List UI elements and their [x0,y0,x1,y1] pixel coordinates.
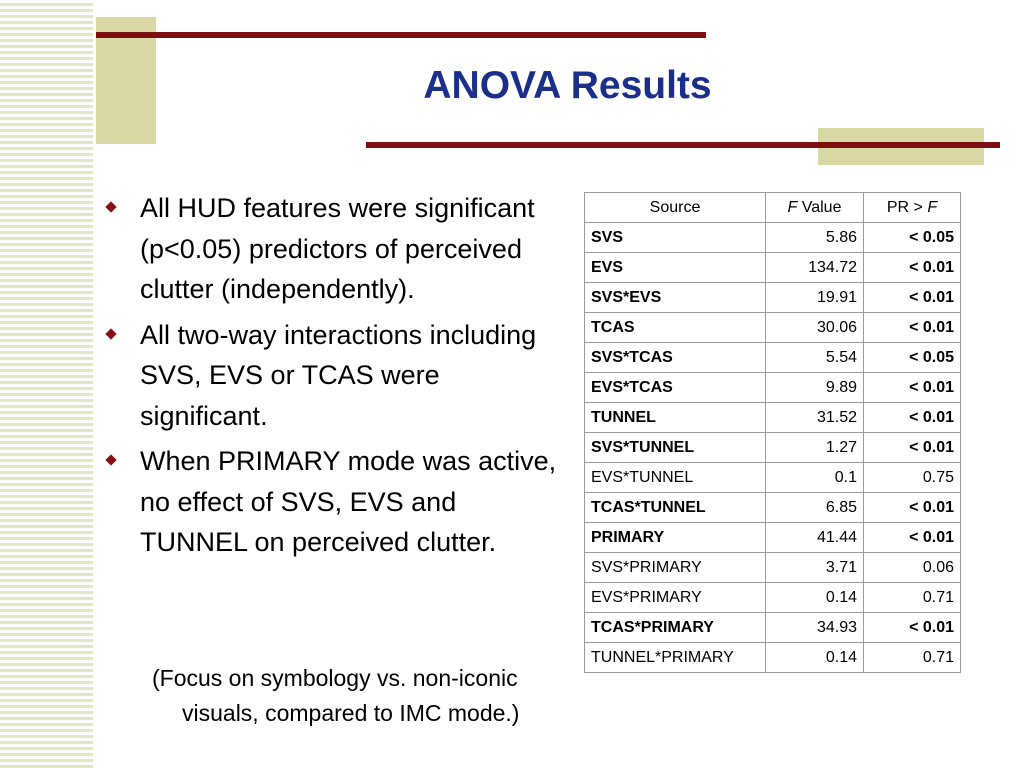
bullet-item [104,315,566,437]
cell-source: SVS*TUNNEL [585,433,766,463]
table-row [585,493,961,523]
table-row [585,403,961,433]
table-row [585,463,961,493]
cell-pr-f: < 0.01 [864,433,961,463]
cell-pr-f: 0.75 [864,463,961,493]
cell-source: TUNNEL*PRIMARY [585,643,766,673]
header-source: Source [585,193,766,223]
cell-f-value: 134.72 [766,253,864,283]
table-row [585,553,961,583]
cell-f-value: 3.71 [766,553,864,583]
diamond-bullet-icon [105,201,116,212]
slide-title: ANOVA Results [423,64,712,107]
title-rule-top [96,32,706,38]
cell-pr-f: 0.71 [864,583,961,613]
cell-source: TUNNEL [585,403,766,433]
cell-source: SVS [585,223,766,253]
cell-pr-f: < 0.01 [864,523,961,553]
cell-source: EVS [585,253,766,283]
header-pr-italic: F [927,198,938,216]
cell-source: PRIMARY [585,523,766,553]
cell-f-value: 41.44 [766,523,864,553]
cell-pr-f: < 0.01 [864,613,961,643]
cell-source: SVS*EVS [585,283,766,313]
header-f-rest: Value [797,198,842,216]
cell-pr-f: < 0.01 [864,373,961,403]
cell-f-value: 0.14 [766,583,864,613]
table-row [585,583,961,613]
cell-f-value: 0.14 [766,643,864,673]
cell-pr-f: 0.71 [864,643,961,673]
cell-source: EVS*PRIMARY [585,583,766,613]
table-row [585,313,961,343]
cell-f-value: 31.52 [766,403,864,433]
bullet-text: All two-way interactions including SVS, EVS or TCAS were significant. [140,319,537,431]
table-header-row [585,193,961,223]
table-row [585,343,961,373]
cell-f-value: 34.93 [766,613,864,643]
cell-pr-f: < 0.01 [864,403,961,433]
table-row [585,283,961,313]
cell-f-value: 5.86 [766,223,864,253]
anova-table [584,192,961,673]
cell-f-value: 19.91 [766,283,864,313]
table-row [585,373,961,403]
table-row [585,643,961,673]
cell-f-value: 1.27 [766,433,864,463]
title-rule-bottom [366,142,1000,148]
cell-source: SVS*PRIMARY [585,553,766,583]
cell-source: TCAS*TUNNEL [585,493,766,523]
header-pr-text: PR > [886,198,928,216]
cell-pr-f: < 0.01 [864,493,961,523]
cell-source: TCAS*PRIMARY [585,613,766,643]
header-f-value [766,193,864,223]
table-row [585,253,961,283]
cell-pr-f: < 0.01 [864,253,961,283]
bullet-list [104,188,566,568]
cell-f-value: 9.89 [766,373,864,403]
cell-f-value: 0.1 [766,463,864,493]
header-pr-f [864,193,961,223]
bullet-text: When PRIMARY mode was active, no effect of SVS, EVS and TUNNEL on perceived clutter. [140,446,557,557]
header-f-italic: F [787,198,798,216]
table-row [585,433,961,463]
cell-pr-f: < 0.01 [864,283,961,313]
table-body [585,223,961,673]
bullet-text: All HUD features were significant (p<0.05) predictors of perceived clutter (independently). [140,193,535,304]
cell-pr-f: < 0.05 [864,343,961,373]
table-row [585,523,961,553]
cell-f-value: 30.06 [766,313,864,343]
footnote: (Focus on symbology vs. non-iconic visuals, compared to IMC mode.) [152,665,520,726]
bullet-item [104,188,566,310]
cell-source: EVS*TUNNEL [585,463,766,493]
cell-source: SVS*TCAS [585,343,766,373]
table-row [585,223,961,253]
bullet-item [104,441,566,563]
table-row [585,613,961,643]
cell-pr-f: 0.06 [864,553,961,583]
cell-pr-f: < 0.05 [864,223,961,253]
cell-pr-f: < 0.01 [864,313,961,343]
cell-source: EVS*TCAS [585,373,766,403]
cell-f-value: 6.85 [766,493,864,523]
cell-source: TCAS [585,313,766,343]
diamond-bullet-icon [105,454,116,465]
diamond-bullet-icon [105,328,116,339]
cell-f-value: 5.54 [766,343,864,373]
left-stripe-decoration [0,0,93,768]
